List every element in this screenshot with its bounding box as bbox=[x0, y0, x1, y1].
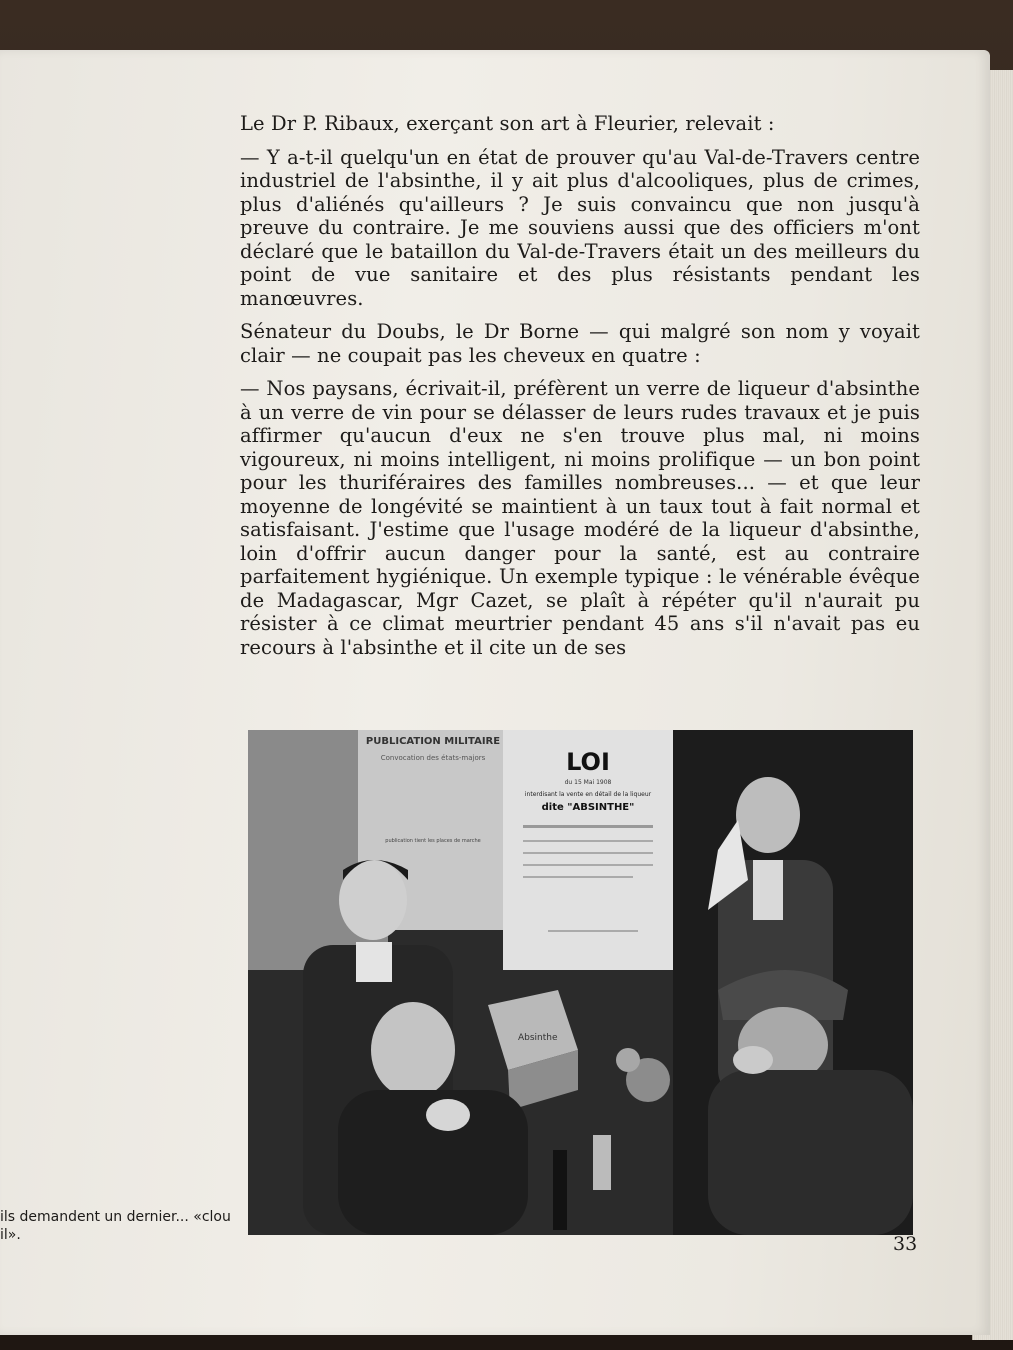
poster-main-date: du 15 Mai 1908 bbox=[564, 779, 612, 786]
loi-poster bbox=[503, 730, 673, 970]
historical-photograph bbox=[248, 730, 913, 1235]
body-text bbox=[240, 112, 920, 669]
paragraph-intro-borne: Sénateur du Doubs, le Dr Borne — qui malgré son nom y voyait clair — ne coupait pas les cheveux en quatre : bbox=[240, 320, 920, 367]
caption-line-2: il». bbox=[0, 1227, 21, 1243]
paragraph-borne-quote: — Nos paysans, écrivait-il, préfèrent un verre de liqueur d'absinthe à un verre de vin pour se délasser de leurs rudes travaux et je puis affirmer qu'aucun d'eux ne s'en trouve plus mal, ni moins vigoureux, ni moins intelligent, ni moins prolifique — un bon point pour les thuriféraires des familles nombreuses... — et que leur moyenne de longévité se maintient à un taux tout à fait normal et satisfaisant. J'estime que l'usage modéré de la liqueur d'absinthe, loin d'offrir aucun danger pour la santé, est au contraire parfaitement hygiénique. Un exemple typique : le vénérable évêque de Madagascar, Mgr Cazet, se plaît à répéter qu'il n'aurait pu résister à ce climat meurtrier pendant 45 ans s'il n'avait pas eu recours à l'absinthe et il cite un de ses bbox=[240, 377, 920, 659]
page-number: 33 bbox=[893, 1233, 918, 1255]
poster-left-subtitle: Convocation des états-majors bbox=[380, 754, 486, 762]
paragraph-ribaux-quote: — Y a-t-il quelqu'un en état de prouver qu'au Val-de-Travers centre industriel de l'absinthe, il y ait plus d'alcooliques, plus de crimes, plus d'aliénés qu'ailleurs ? Je suis convaincu que non jusqu'à preuve du contraire. Je me souviens aussi que des officiers m'ont déclaré que le bataillon du Val-de-Travers était un des meilleurs du point de vue sanitaire et des plus résistants pendant les manœuvres. bbox=[240, 145, 920, 310]
caption-line-1: ils demandent un dernier... «clou bbox=[0, 1209, 231, 1225]
poster-left-note: publication tient les places de marche bbox=[385, 838, 481, 844]
poster-main-title: LOI bbox=[566, 748, 610, 776]
poster-left-title: PUBLICATION MILITAIRE bbox=[365, 736, 501, 747]
paragraph-intro-ribaux: Le Dr P. Ribaux, exerçant son art à Fleurier, relevait : bbox=[240, 112, 775, 135]
poster-main-line2: dite "ABSINTHE" bbox=[541, 802, 635, 813]
book-page bbox=[0, 50, 990, 1335]
box-label: Absinthe bbox=[518, 1033, 558, 1043]
poster-main-line1: interdisant la vente en détail de la liqueur bbox=[524, 791, 652, 798]
photo-caption bbox=[0, 1208, 232, 1244]
